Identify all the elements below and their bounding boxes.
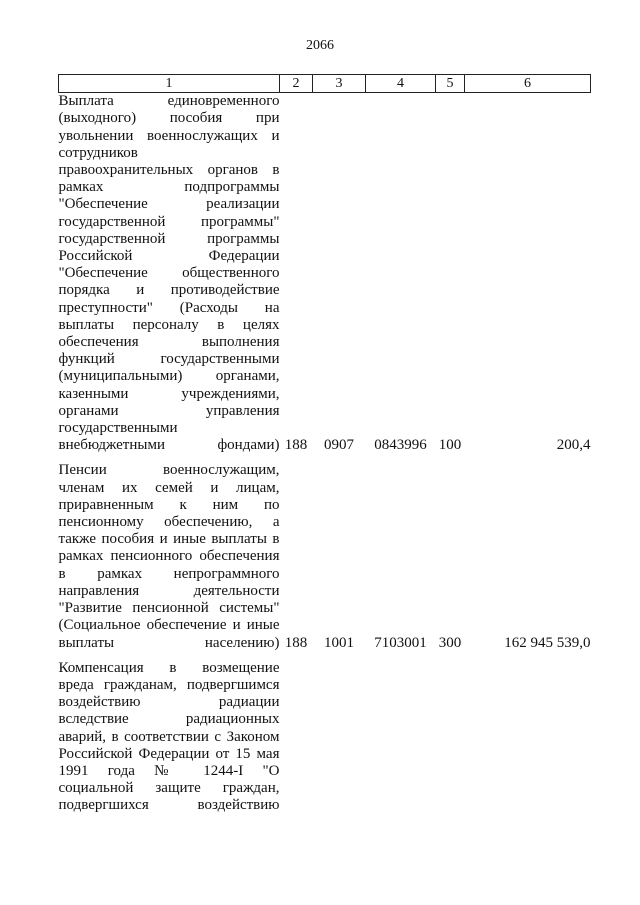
- description-line: Компенсация в возмещение: [58, 659, 280, 676]
- description-line: пенсионному обеспечению, а: [58, 514, 280, 531]
- row-description: [59, 93, 280, 455]
- row-col-3: 1001: [324, 634, 354, 651]
- table-row: [59, 462, 591, 651]
- row-col-2: 188: [284, 634, 308, 651]
- description-line: вследствие радиационных: [58, 711, 280, 728]
- page-number: 2066: [306, 38, 334, 53]
- row-col-5: 300: [438, 634, 462, 651]
- description-line: рамках пенсионного обеспечения: [58, 548, 280, 565]
- description-line: органами управления: [58, 402, 280, 419]
- row-col-5: 100: [438, 437, 462, 454]
- description-line: государственными: [58, 420, 178, 437]
- row-amount: 200,4: [556, 437, 591, 454]
- row-col-4: 0843996: [374, 437, 427, 454]
- description-line: функций государственными: [58, 351, 280, 368]
- row-col-2: [280, 660, 313, 815]
- table-row: [59, 660, 591, 815]
- description-line: правоохранительных органов в: [58, 162, 280, 179]
- description-line: сотрудников: [58, 144, 138, 161]
- description-line: (выходного) пособия при: [58, 110, 280, 127]
- description-line: направления деятельности: [58, 582, 280, 599]
- header-col-3: 3: [313, 75, 366, 93]
- description-line: выплаты населению): [58, 634, 280, 651]
- description-line: приравненным к ним по: [58, 496, 280, 513]
- table-body: [59, 93, 591, 815]
- description-line: внебюджетными фондами): [58, 437, 280, 454]
- description-line: социальной защите граждан,: [58, 780, 280, 797]
- description-line: "Обеспечение общественного: [58, 265, 280, 282]
- header-col-2: 2: [280, 75, 313, 93]
- row-col-2: 188: [284, 437, 308, 454]
- description-line: в рамках непрограммного: [58, 565, 280, 582]
- header-col-5: 5: [436, 75, 465, 93]
- description-line: Российской Федерации от 15 мая: [58, 745, 280, 762]
- table-row: [59, 93, 591, 455]
- description-line: подвергшихся воздействию: [58, 797, 280, 814]
- description-line: выплаты персоналу в целях: [58, 316, 280, 333]
- row-amount: [465, 660, 591, 815]
- description-line: казенными учреждениями,: [58, 385, 280, 402]
- description-line: (Социальное обеспечение и иные: [58, 617, 280, 634]
- description-line: Выплата единовременного: [58, 93, 280, 110]
- row-amount: 162 945 539,0: [504, 634, 591, 651]
- description-line: "Развитие пенсионной системы": [58, 600, 280, 617]
- header-col-4: 4: [366, 75, 436, 93]
- row-col-4: 7103001: [374, 634, 427, 651]
- description-line: "Обеспечение реализации: [58, 196, 280, 213]
- header-row: [59, 75, 591, 93]
- row-col-3: [313, 660, 366, 815]
- description-line: аварий, в соответствии с Законом: [58, 728, 280, 745]
- description-line: рамках подпрограммы: [58, 179, 280, 196]
- description-line: Российской Федерации: [58, 248, 280, 265]
- description-line: увольнении военнослужащих и: [58, 127, 280, 144]
- row-col-3: 0907: [324, 437, 354, 454]
- description-line: вреда гражданам, подвергшимся: [58, 676, 280, 693]
- row-col-4: [366, 660, 436, 815]
- description-line: обеспечения выполнения: [58, 334, 280, 351]
- row-col-5: [436, 660, 465, 815]
- description-line: Пенсии военнослужащим,: [58, 462, 280, 479]
- description-line: государственной программы: [58, 230, 280, 247]
- description-line: порядка и противодействие: [58, 282, 280, 299]
- budget-table: [58, 74, 591, 815]
- description-line: (муниципальными) органами,: [58, 368, 280, 385]
- description-line: членам их семей и лицам,: [58, 479, 280, 496]
- header-col-1: 1: [59, 75, 280, 93]
- header-col-6: 6: [465, 75, 591, 93]
- description-line: воздействию радиации: [58, 694, 280, 711]
- description-line: также пособия и иные выплаты в: [58, 531, 280, 548]
- description-line: преступности" (Расходы на: [58, 299, 280, 316]
- row-description: [59, 660, 280, 815]
- description-line: 1991 года № 1244-I "О: [58, 762, 280, 779]
- row-description: [59, 462, 280, 651]
- description-line: государственной программы": [58, 213, 280, 230]
